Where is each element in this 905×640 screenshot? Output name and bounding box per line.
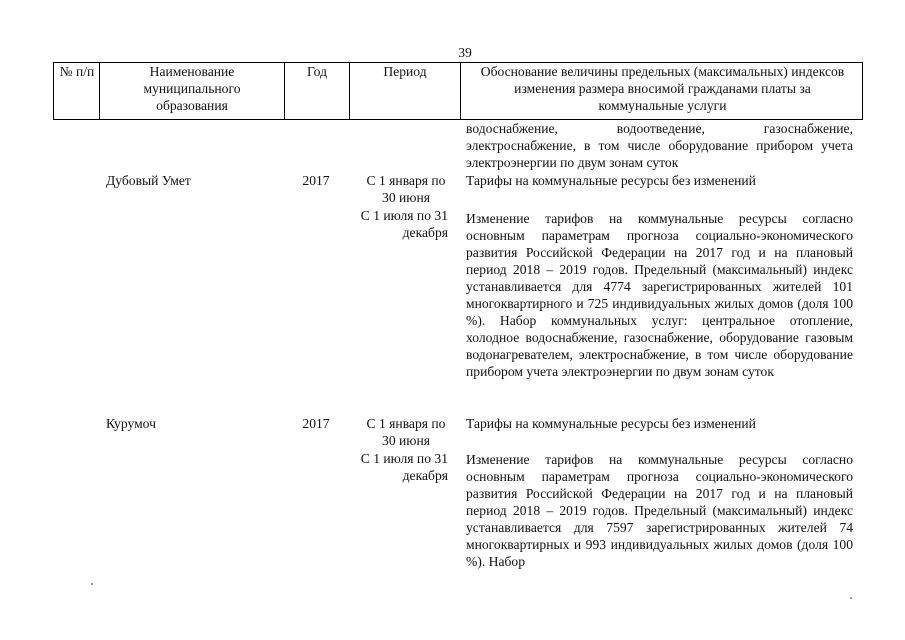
scan-speck: [850, 597, 852, 599]
header-col-municipality: Наименование муниципального образования: [143, 64, 241, 113]
municipality-name: Дубовый Умет: [106, 173, 191, 188]
period-first-half: С 1 января по 30 июня: [366, 173, 446, 205]
year-value: 2017: [302, 416, 330, 431]
header-divider: [460, 62, 461, 119]
period-second-half: С 1 июля по 31 декабря: [360, 208, 448, 240]
header-divider: [53, 62, 54, 119]
header-divider: [862, 62, 863, 119]
header-col-justification: Обоснование величины предельных (максимальных) индексов изменения размера вносимой гражданами платы за коммунальные услуги: [480, 64, 845, 113]
continuation-text: водоснабжение, водоотведение, газоснабжение, электроснабжение, в том числе оборудование прибором учета электроэнергии по двум зонам суток: [466, 121, 853, 170]
tariff-note: Тарифы на коммунальные ресурсы без изменений: [466, 173, 756, 188]
header-col-period: Период: [383, 64, 427, 79]
header-col-number: № п/п: [59, 64, 95, 79]
header-col-year: Год: [307, 64, 327, 79]
justification-text: Изменение тарифов на коммунальные ресурсы согласно основным параметрам прогноза социально-экономического развития Российской Федерации на 2017 год и на плановый период 2018 – 2019 годов. Предельный (максимальный) индекс устанавливается для 7597 зарегистрированных жителей 74 многоквартирных и 993 индивидуальных жилых домов (доля 100 %). Набор: [466, 452, 853, 569]
tariff-note: Тарифы на коммунальные ресурсы без изменений: [466, 416, 756, 431]
period-second-half: С 1 июля по 31 декабря: [360, 451, 448, 483]
scan-speck: [91, 583, 93, 585]
period-first-half: С 1 января по 30 июня: [366, 416, 446, 448]
header-divider: [99, 62, 100, 119]
page-number: 39: [458, 45, 472, 60]
year-value: 2017: [302, 173, 330, 188]
municipality-name: Курумоч: [106, 416, 156, 431]
justification-text: Изменение тарифов на коммунальные ресурсы согласно основным параметрам прогноза социально-экономического развития Российской Федерации на 2017 год и на плановый период 2018 – 2019 годов. Предельный (максимальный) индекс устанавливается для 4774 зарегистрированных жителей 101 многоквартирного и 725 индивидуальных жилых домов (доля 100 %). Набор коммунальных услуг: центральное отопление, холодное водоснабжение, газоснабжение, оборудование газовым водонагревателем, электроснабжение, в том числе оборудование прибором учета электроэнергии по двум зонам суток: [466, 211, 853, 379]
